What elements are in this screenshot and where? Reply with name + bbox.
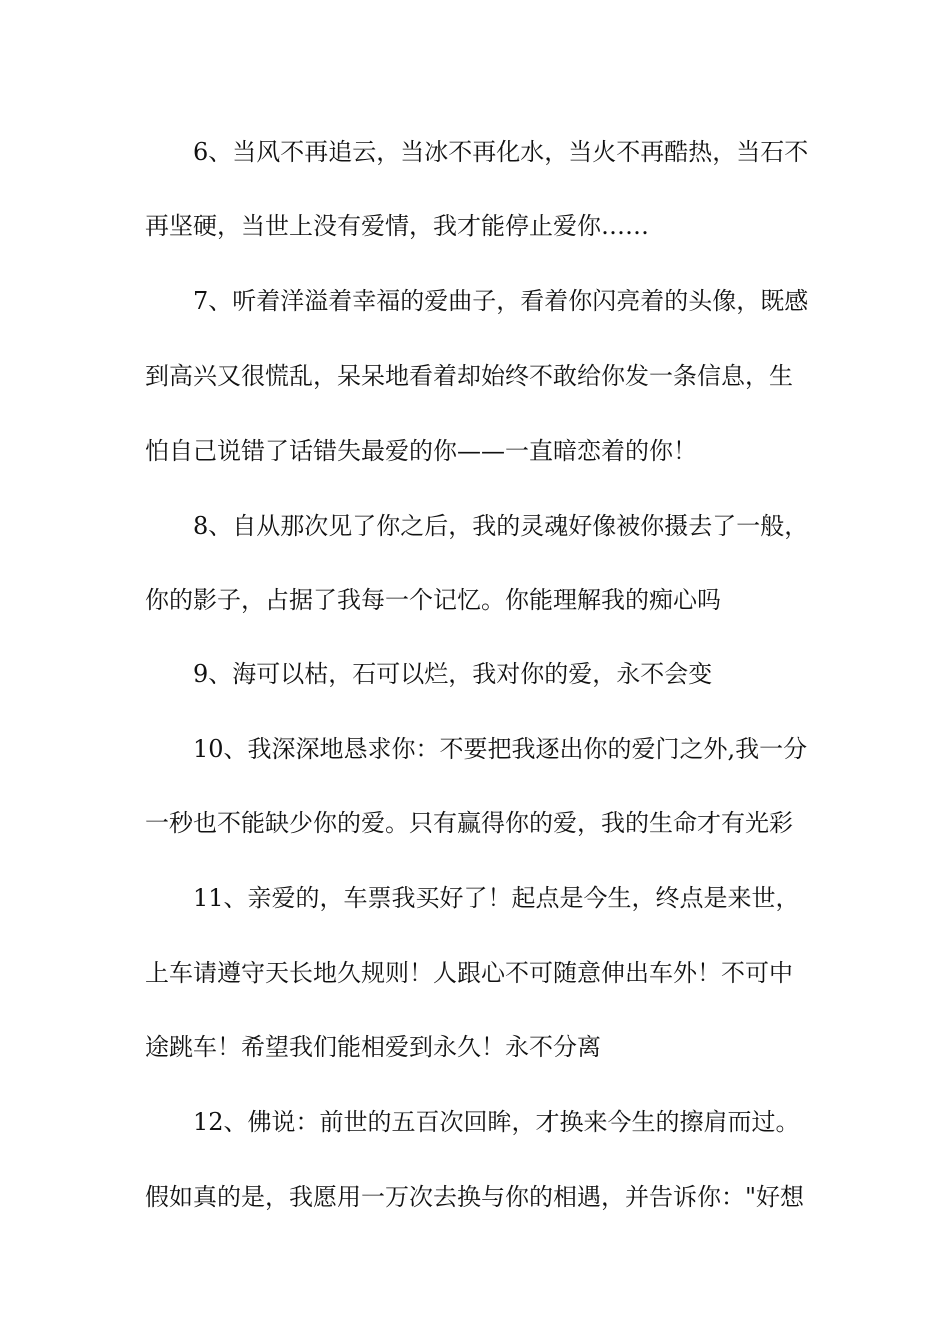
paragraph-11-line-2: 上车请遵守天长地久规则！人跟心不可随意伸出车外！不可中 <box>145 959 793 987</box>
paragraph-8-line-1: 8、自从那次见了你之后，我的灵魂好像被你摄去了一般， <box>193 512 809 540</box>
paragraph-11-line-1: 11、亲爱的，车票我买好了！起点是今生，终点是来世， <box>193 884 800 912</box>
paragraph-6-line-1: 6、当风不再追云，当冰不再化水，当火不再酷热，当石不 <box>193 138 809 166</box>
paragraph-7-line-1: 7、听着洋溢着幸福的爱曲子，看着你闪亮着的头像，既感 <box>193 287 809 315</box>
paragraph-10-line-1: 10、我深深地恳求你：不要把我逐出你的爱门之外,我一分 <box>193 735 808 763</box>
paragraph-9-line-1: 9、海可以枯，石可以烂，我对你的爱，永不会变 <box>193 660 713 688</box>
paragraph-12-line-2: 假如真的是，我愿用一万次去换与你的相遇，并告诉你："好想 <box>145 1183 805 1211</box>
paragraph-7-line-3: 怕自己说错了话错失最爱的你——一直暗恋着的你！ <box>145 437 697 465</box>
paragraph-11-line-3: 途跳车！希望我们能相爱到永久！永不分离 <box>145 1033 601 1061</box>
paragraph-6-line-2: 再坚硬，当世上没有爱情，我才能停止爱你…… <box>145 212 649 240</box>
paragraph-10-line-2: 一秒也不能缺少你的爱。只有赢得你的爱，我的生命才有光彩 <box>145 809 793 837</box>
paragraph-12-line-1: 12、佛说：前世的五百次回眸，才换来今生的擦肩而过。 <box>193 1108 800 1136</box>
paragraph-7-line-2: 到高兴又很慌乱，呆呆地看着却始终不敢给你发一条信息，生 <box>145 362 793 390</box>
paragraph-8-line-2: 你的影子，占据了我每一个记忆。你能理解我的痴心吗 <box>145 586 721 614</box>
